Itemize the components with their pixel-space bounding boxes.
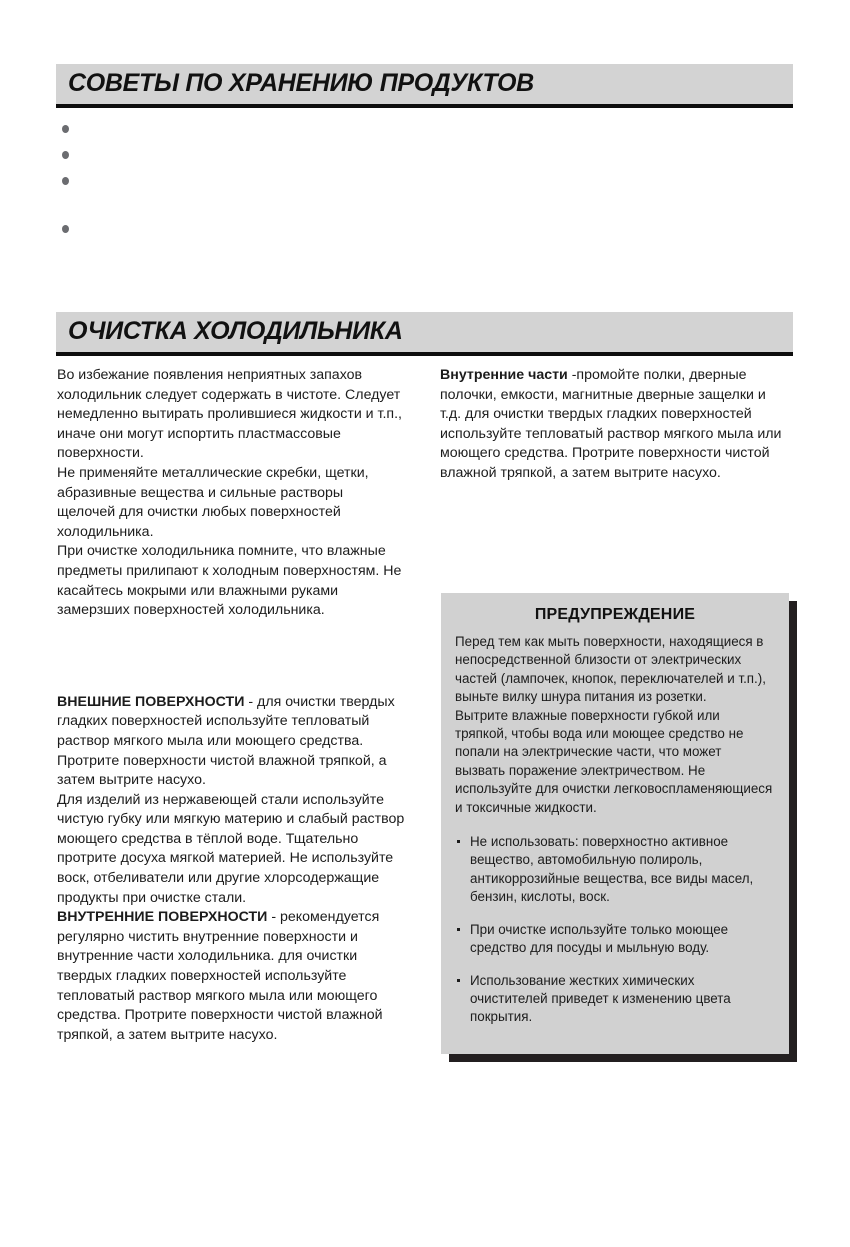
warning-list-item bbox=[455, 972, 775, 1027]
section-heading-text: СОВЕТЫ ПО ХРАНЕНИЮ ПРОДУКТОВ bbox=[68, 68, 534, 97]
runin-interior-parts: Внутренние части bbox=[440, 367, 568, 383]
bullet-dot-icon bbox=[62, 177, 69, 185]
paragraph-odors: Во избежание появления неприятных запахов холодильник следует содержать в чистоте. Следует немедленно вытирать пролившиеся жидкости и т.п., иначе они могут испортить пластмассовые поверхности. bbox=[57, 367, 402, 462]
warning-paragraph-wipe-dry: Вытрите влажные поверхности губкой или тряпкой, чтобы вода или моющее средство не попали на электрические части, что может вызвать поражение электричеством. Не используйте для очистки легковоспламеняющиеся и токсичные жидкости. bbox=[455, 707, 773, 815]
list-item bbox=[56, 168, 793, 216]
section-header-storage-tips bbox=[56, 64, 793, 108]
bullet-dot-icon bbox=[62, 151, 69, 159]
warning-paragraph-unplug: Перед тем как мыть поверхности, находящиеся в непосредственной близости от электрических частей (лампочек, кнопок, переключателей и т.п.), выньте вилку шнура питания из розетки. bbox=[455, 634, 766, 705]
warning-list-item-label: Использование жестких химических очистителей приведет к изменению цвета покрытия. bbox=[470, 972, 731, 1025]
runin-exterior-surfaces: ВНЕШНИЕ ПОВЕРХНОСТИ bbox=[57, 693, 245, 710]
paragraph-interior-parts-body: -промойте полки, дверные полочки, емкости, магнитные дверные защелки и т.д. для очистки твердых гладких поверхностей используйте тепловатый раствор мягкого мыла или моющего средства. Протрите поверхности чистой влажной тряпкой, а затем вытрите насухо. bbox=[440, 367, 782, 481]
warning-bullet-list bbox=[455, 833, 775, 1027]
paragraph-interior-parts bbox=[440, 366, 790, 484]
paragraph-exterior-surfaces-body: - для очистки твердых гладких поверхностей используйте тепловатый раствор мягкого мыла или моющего средства. Протрите поверхности чистой влажной тряпкой, а затем вытрите насухо. bbox=[57, 693, 395, 789]
bullet-dot-icon bbox=[457, 979, 460, 982]
cleaning-left-column bbox=[57, 366, 405, 1045]
cleaning-right-column bbox=[440, 366, 790, 484]
paragraph-cold-surfaces: При очистке холодильника помните, что влажные предметы прилипают к холодным поверхностям. Не касайтесь мокрыми или влажными руками замерзших поверхностей холодильника. bbox=[57, 543, 402, 619]
paragraph-exterior-surfaces bbox=[57, 693, 405, 791]
column-spacer bbox=[57, 621, 405, 693]
warning-box bbox=[441, 593, 789, 1054]
bullet-dot-icon bbox=[62, 125, 69, 133]
warning-box-title: ПРЕДУПРЕЖДЕНИЕ bbox=[534, 606, 696, 623]
paragraph-interior-surfaces-body: - рекомендуется регулярно чистить внутренние поверхности и внутренние части холодильника. для очистки твердых гладких поверхностей используйте тепловатый раствор мягкого мыла или моющего средства. Протрите поверхности чистой влажной тряпкой, а затем вытрите насухо. bbox=[57, 909, 383, 1043]
bullet-dot-icon bbox=[457, 840, 460, 843]
list-item bbox=[56, 142, 793, 168]
warning-list-item bbox=[455, 833, 775, 907]
paragraph-interior-surfaces bbox=[57, 908, 405, 1045]
storage-tips-bullet-list bbox=[56, 116, 793, 242]
warning-list-item-label: Не использовать: поверхностно активное вещество, автомобильную полироль, антикоррозийные вещества, все виды масел, бензин, кислоты, воск. bbox=[470, 834, 754, 905]
list-item bbox=[56, 116, 793, 142]
runin-interior-surfaces: ВНУТРЕННИЕ ПОВЕРХНОСТИ bbox=[57, 909, 268, 926]
paragraph-stainless-steel: Для изделий из нержавеющей стали используйте чистую губку или мягкую материю и слабый раствор моющего средства в тёплой воде. Тщательно протрите досуха мягкой материей. Не используйте воск, отбеливатели или другие хлорсодержащие продукты при очистке стали. bbox=[57, 791, 405, 906]
bullet-dot-icon bbox=[457, 928, 460, 931]
section-heading-text: ОЧИСТКА ХОЛОДИЛЬНИКА bbox=[68, 316, 403, 345]
warning-list-item bbox=[455, 921, 775, 958]
paragraph-no-abrasives: Не применяйте металлические скребки, щетки, абразивные вещества и сильные растворы щелочей для очистки любых поверхностей холодильника. bbox=[57, 464, 369, 540]
bullet-dot-icon bbox=[62, 225, 69, 233]
section-header-cleaning bbox=[56, 312, 793, 356]
list-item bbox=[56, 216, 793, 242]
warning-list-item-label: При очистке используйте только моющее средство для посуды и мыльную воду. bbox=[470, 921, 729, 956]
